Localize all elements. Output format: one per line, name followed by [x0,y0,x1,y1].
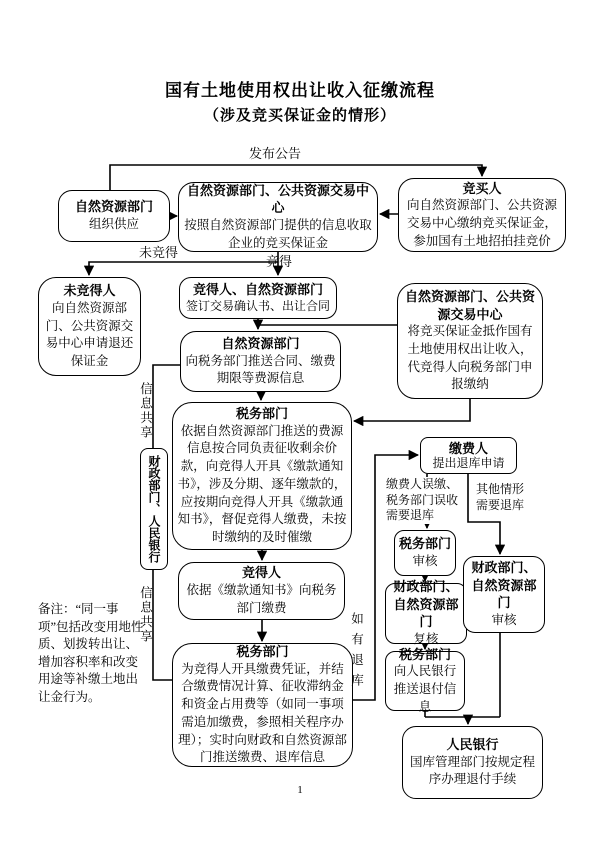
flow-box-fiscal-audit [463,556,545,633]
box-body: 向自然资源部门、公共资源交易中心缴纳竞买保证金，参加国有土地招拍挂竞价 [406,198,557,248]
box-body: 国库管理部门按规定程序办理退付手续 [409,754,535,787]
edge-label-info-sharing-top: 信息共享 [138,382,153,440]
edge-label-refund-reason-left: 缴费人误缴、税务部门误收需要退库 [386,477,466,524]
edge-label-refund-reason-right: 其他情形需要退库 [476,482,525,512]
box-body: 将竞买保证金抵作国有土地使用权出让收入，代竞得人向税务部门申报缴纳 [407,324,533,392]
box-body: 依据自然资源部门推送的费源信息按合同负责征收剩余价款，向竞得人开具《缴款通知书》，涉及分期、逐年缴款的，应按期向竞得人开具《缴款通知书》，督促竞得人缴费，未按时缴纳的及时催缴 [177,423,347,545]
flow-box-tax-push-refund [385,646,465,714]
box-title: 竞买人 [462,180,502,196]
page-title: 国有土地使用权出让收入征缴流程 [165,81,435,100]
flow-box-fiscal-bank [140,448,168,570]
box-body: 向人民银行推送退付信息 [393,664,457,714]
edge-label-publish-announcement: 发布公告 [248,146,301,161]
box-title: 自然资源部门 [221,335,300,351]
flow-box-payer [420,437,517,474]
flow-box-collect [178,182,378,252]
flow-box-tax-main [172,402,352,550]
page-number: 1 [297,784,303,796]
edge-label-not-won: 未竞得 [139,245,179,260]
flow-box-push [180,331,341,392]
box-body: 审核 [412,553,438,568]
page-subtitle: （涉及竞买保证金的情形） [203,108,396,124]
box-body: 审核 [491,612,517,627]
box-title: 自然资源部门 [74,199,153,215]
box-title: 人民银行 [446,736,499,752]
flow-box-deposit [397,283,543,399]
box-body: 依据《缴款通知书》向税务部门缴费 [186,583,337,615]
flow-box-sign [179,277,337,319]
box-title: 竞得人 [241,565,281,581]
flow-box-bidder [398,178,566,252]
box-title: 税务部门 [236,643,289,659]
box-body: 签订交易确认书、出让合同 [185,299,330,314]
edge-label-info-sharing-bottom: 信息共享 [138,586,153,644]
box-body: 为竞得人开具缴费凭证，并结合缴费情况计算、征收滞纳金和资金占用费等（如同一事项需追加缴费，参照相关程序办理）；实时向财政和自然资源部门推送缴费、退库信息 [178,661,347,765]
box-title: 自然资源部门、公共资源交易中心 [404,288,535,322]
box-title: 竞得人、自然资源部门 [192,281,323,297]
box-title: 财政部门、人民银行 [147,455,161,563]
arrow-branch-to-loser [89,262,278,275]
box-title: 税务部门 [399,536,452,552]
box-body: 提出退库申请 [432,456,505,471]
box-title: 自然资源部门、公共资源交易中心 [186,182,369,216]
edge-label-if-refund: 如有退库 [349,612,364,694]
box-title: 财政部门、自然资源部门 [471,560,537,611]
edge-label-won: 竞得 [266,254,293,269]
flow-box-tax-audit [394,530,456,576]
box-body: 向自然资源部门、公共资源交易中心申请退还保证金 [45,300,134,369]
box-title: 税务部门 [398,646,451,662]
box-body: 组织供应 [88,216,139,231]
flow-box-supply [58,190,170,242]
box-body: 向税务部门推送合同、缴费期限等费源信息 [185,353,336,386]
flow-box-tax-bottom [172,643,353,767]
box-title: 税务部门 [235,406,288,422]
flow-box-winner-pay [178,562,345,620]
note-text: 备注：“同一事项”包括改变用地性质、划拨转出让、增加容积率和改变用途等补缴土地出让金行为。 [38,602,144,704]
flow-box-fiscal-recheck [385,579,467,646]
box-body: 按照自然资源部门提供的信息收取企业的竞买保证金 [184,217,372,250]
arrow-deposit-to-taxmain [354,399,470,421]
box-title: 缴费人 [448,440,488,456]
flow-box-loser [38,277,141,376]
box-body: 复核 [413,631,439,646]
box-title: 未竞得人 [63,283,116,299]
box-title: 财政部门、自然资源部门 [393,579,459,630]
